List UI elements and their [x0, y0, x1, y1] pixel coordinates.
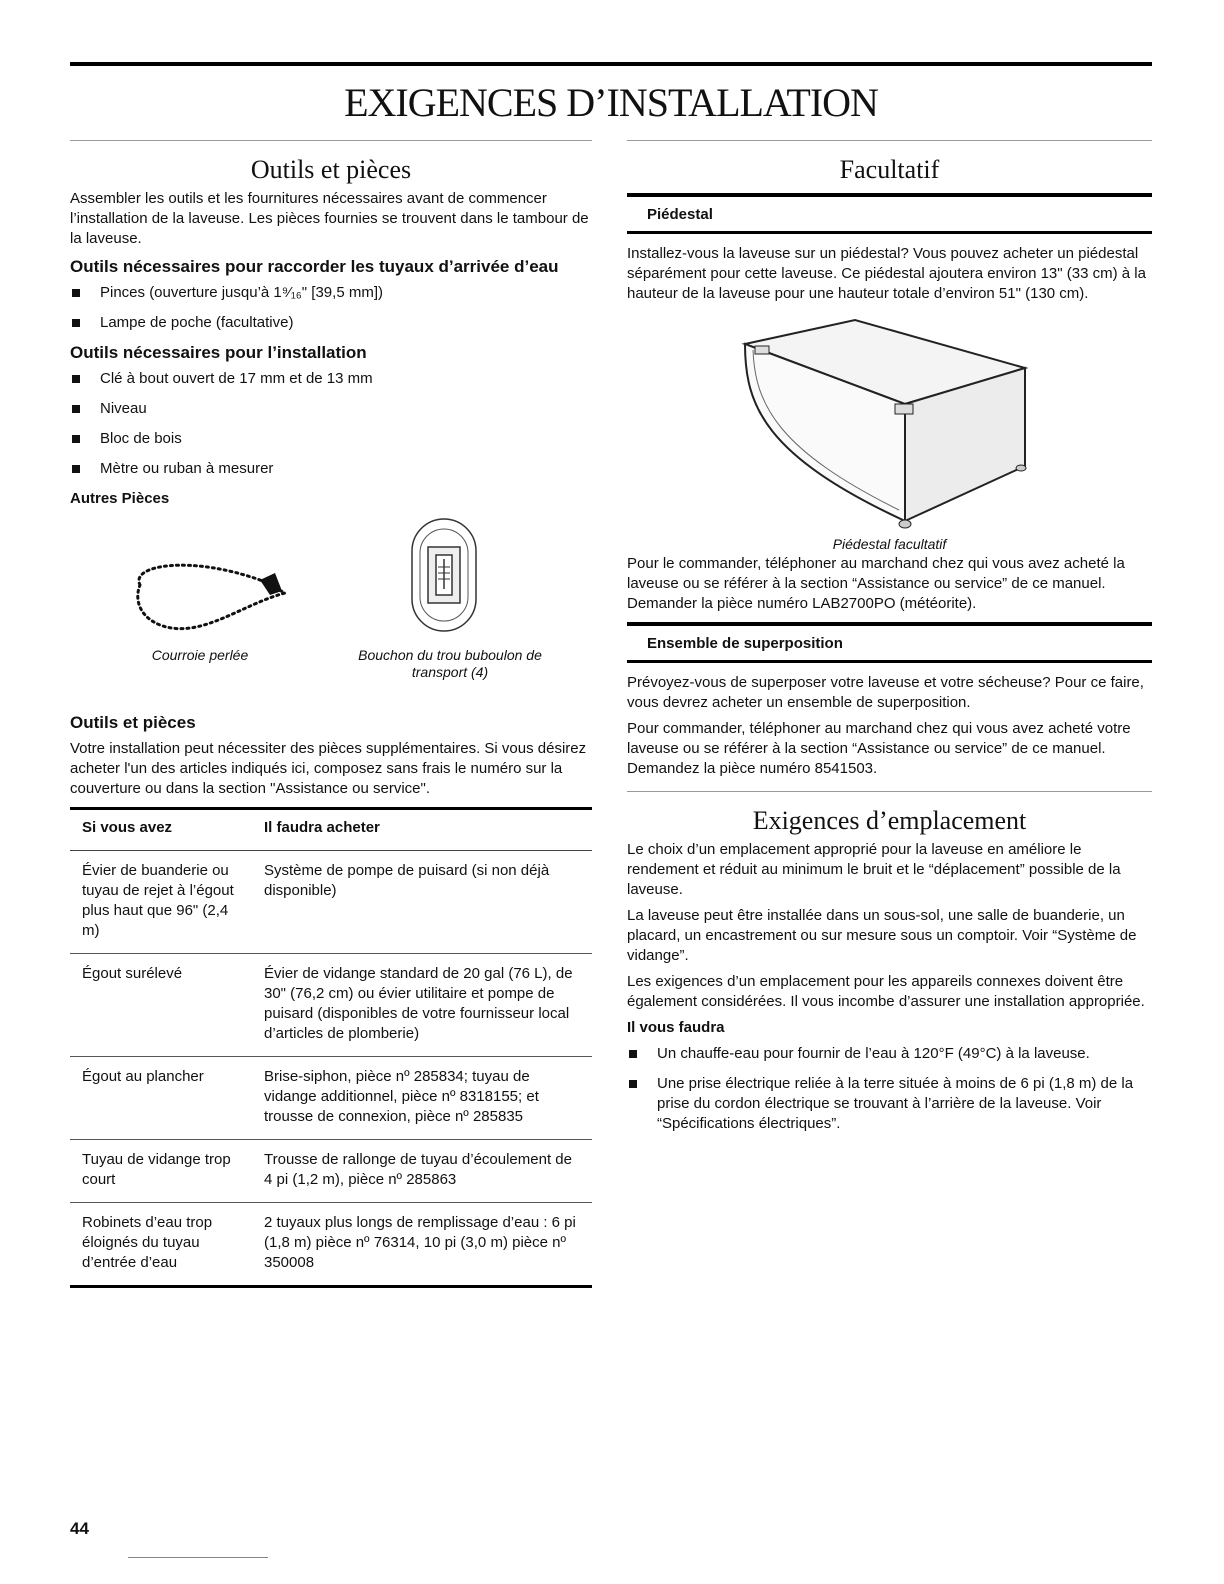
right-column: [627, 140, 1152, 1144]
bullet-icon: [72, 375, 80, 383]
cell-have: Évier de buanderie ou tuyau de rejet à l’égout plus haut que 96" (2,4 m): [70, 851, 252, 954]
page-title: EXIGENCES D’INSTALLATION: [344, 80, 878, 125]
pedestal-figure: [627, 314, 1152, 554]
divider: [70, 140, 592, 141]
bullet-icon: [72, 435, 80, 443]
tools-install-list: [70, 369, 592, 479]
page-number: 44: [70, 1519, 89, 1538]
stack-text-1: Prévoyez-vous de superposer votre laveuse et votre sécheuse? Pour ce faire, vous devrez acheter un ensemble de superposition.: [627, 674, 1144, 711]
list-item: Pinces (ouverture jusqu’à 1⁹⁄₁₆" [39,5 mm]): [70, 283, 592, 303]
link-underline: [128, 1557, 268, 1558]
pedestal-illustration: [735, 316, 1035, 536]
stack-text-2: Pour commander, téléphoner au marchand chez qui vous avez acheté votre laveuse ou se référer à la section “Assistance ou service” de ce manuel. Demandez la pièce numéro 8541503.: [627, 720, 1131, 777]
column-header-buy: Il faudra acheter: [252, 809, 592, 851]
tools-hoses-list: [70, 283, 592, 333]
list-item: Niveau: [70, 399, 592, 419]
pedestal-bar-heading: Piédestal: [627, 193, 1152, 234]
list-item: Une prise électrique reliée à la terre située à moins de 6 pi (1,8 m) de la prise du cordon électrique se trouvant à l’arrière de la laveuse. Voir “Spécifications électriques”.: [627, 1074, 1152, 1134]
bullet-icon: [72, 465, 80, 473]
divider: [627, 140, 1152, 141]
list-item: Un chauffe-eau pour fournir de l’eau à 120°F (49°C) à la laveuse.: [627, 1044, 1152, 1064]
caption-pedestal: Piédestal facultatif: [832, 536, 947, 552]
tools-hoses-heading: Outils nécessaires pour raccorder les tuyaux d’arrivée d’eau: [70, 257, 559, 276]
table-row: [70, 1140, 592, 1203]
list-item: Bloc de bois: [70, 429, 592, 449]
column-header-have: Si vous avez: [70, 809, 252, 851]
parts-table: [70, 807, 592, 1288]
list-item: Mètre ou ruban à mesurer: [70, 459, 592, 479]
table-header-row: [70, 809, 592, 851]
location-text-3: Les exigences d’un emplacement pour les appareils connexes doivent être également considérées. Il vous incombe d’assurer une installation appropriée.: [627, 973, 1145, 1010]
caption-plug: Bouchon du trou buboulon de transport (4): [358, 647, 542, 680]
beaded-strap-illustration: [120, 545, 300, 645]
bullet-icon: [629, 1080, 637, 1088]
caption-strap: Courroie perlée: [151, 647, 249, 663]
location-text-2: La laveuse peut être installée dans un sous-sol, une salle de buanderie, un placard, un encastrement ou sur mesure sous un comptoir. Voir “Système de vidange”.: [627, 907, 1137, 964]
section-title-optional: Facultatif: [839, 155, 940, 184]
parts-text: Votre installation peut nécessiter des pièces supplémentaires. Si vous désirez acheter l'un des articles indiqués ici, composez sans frais le numéro sur la couverture ou dans la section "Assistance ou service".: [70, 740, 587, 797]
other-parts-heading: Autres Pièces: [70, 490, 170, 507]
table-row: [70, 954, 592, 1057]
table-row: [70, 1057, 592, 1140]
list-item: Lampe de poche (facultative): [70, 313, 592, 333]
cell-buy: 2 tuyaux plus longs de remplissage d’eau : 6 pi (1,8 m) pièce nº 76314, 10 pi (3,0 m) pièce nº 350008: [252, 1203, 592, 1287]
needs-list: [627, 1044, 1152, 1134]
cell-have: Égout surélevé: [70, 954, 252, 1057]
cell-buy: Trousse de rallonge de tuyau d’écoulement de 4 pi (1,2 m), pièce nº 285863: [252, 1140, 592, 1203]
cell-have: Tuyau de vidange trop court: [70, 1140, 252, 1203]
pedestal-order-text: Pour le commander, téléphoner au marchand chez qui vous avez acheté la laveuse ou se référer à la section “Assistance ou service” de ce manuel. Demander la pièce numéro LAB2700PO (météorite).: [627, 555, 1125, 612]
table-row: [70, 1203, 592, 1287]
divider: [627, 791, 1152, 792]
pedestal-text: Installez-vous la laveuse sur un piédestal? Vous pouvez acheter un piédestal séparément pour cette laveuse. Ce piédestal ajoutera environ 13" (33 cm) à la hauteur de la laveuse pour une hauteur totale d’environ 51" (130 cm).: [627, 245, 1146, 302]
top-rule: [70, 62, 1152, 66]
transport-bolt-plug-illustration: [408, 515, 480, 635]
list-item: Clé à bout ouvert de 17 mm et de 13 mm: [70, 369, 592, 389]
section-title-tools-parts: Outils et pièces: [250, 155, 412, 184]
cell-have: Égout au plancher: [70, 1057, 252, 1140]
bullet-icon: [629, 1050, 637, 1058]
parts-heading: Outils et pièces: [70, 713, 196, 732]
bullet-icon: [72, 289, 80, 297]
cell-buy: Système de pompe de puisard (si non déjà disponible): [252, 851, 592, 954]
cell-buy: Brise-siphon, pièce nº 285834; tuyau de vidange additionnel, pièce nº 8318155; et trousse de connexion, pièce nº 285835: [252, 1057, 592, 1140]
cell-buy: Évier de vidange standard de 20 gal (76 L), de 30" (76,2 cm) ou évier utilitaire et pompe de puisard (disponibles de votre fournisseur local d’articles de plomberie): [252, 954, 592, 1057]
section-title-location: Exigences d’emplacement: [752, 806, 1027, 835]
location-text-1: Le choix d’un emplacement approprié pour la laveuse en améliore le rendement et réduit au minimum le bruit et le “déplacement” possible de la laveuse.: [627, 841, 1121, 898]
left-column: [70, 140, 592, 1288]
need-heading: Il vous faudra: [627, 1019, 725, 1036]
stack-bar-heading: Ensemble de superposition: [627, 622, 1152, 663]
bullet-icon: [72, 405, 80, 413]
bullet-icon: [72, 319, 80, 327]
table-row: [70, 851, 592, 954]
parts-figures: [70, 515, 592, 705]
tools-install-heading: Outils nécessaires pour l’installation: [70, 343, 367, 362]
intro-text: Assembler les outils et les fournitures nécessaires avant de commencer l’installation de la laveuse. Les pièces fournies se trouvent dans le tambour de la laveuse.: [70, 190, 589, 247]
cell-have: Robinets d’eau trop éloignés du tuyau d’entrée d’eau: [70, 1203, 252, 1287]
